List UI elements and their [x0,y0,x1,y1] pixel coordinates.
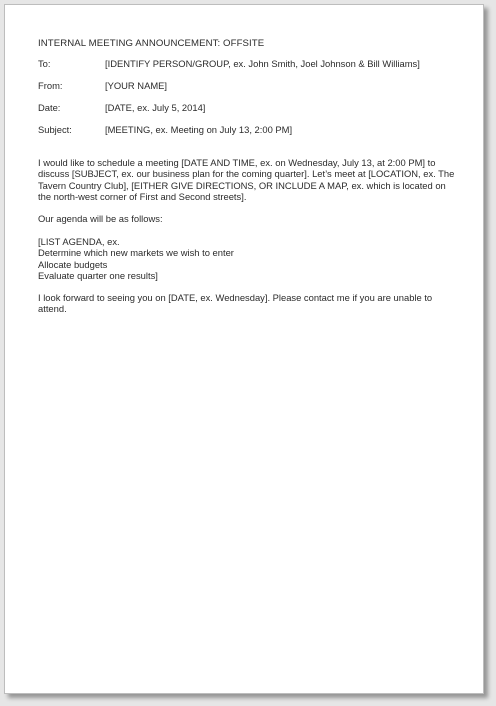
from-label: From: [38,80,63,92]
to-value: [IDENTIFY PERSON/GROUP, ex. John Smith, Joel Johnson & Bill Williams] [105,58,420,70]
date-label: Date: [38,102,61,114]
agenda-line: Evaluate quarter one results] [38,269,158,281]
document-page [4,4,484,694]
subject-label: Subject: [38,124,72,136]
subject-value: [MEETING, ex. Meeting on July 13, 2:00 PM] [105,124,293,136]
date-row [38,102,458,124]
to-row [38,58,458,80]
agenda-list [38,236,458,281]
memo-content [38,38,458,314]
subject-row [38,124,458,146]
agenda-line: [LIST AGENDA, ex. [38,236,120,248]
agenda-line: Determine which new markets we wish to enter [38,247,234,259]
to-label: To: [38,58,51,70]
from-row [38,80,458,102]
memo-title: INTERNAL MEETING ANNOUNCEMENT: OFFSITE [38,38,265,49]
date-value: [DATE, ex. July 5, 2014] [105,102,206,114]
from-value: [YOUR NAME] [105,80,167,92]
agenda-intro: Our agenda will be as follows: [38,213,163,225]
closing-paragraph: I look forward to seeing you on [DATE, ex. Wednesday]. Please contact me if you are unable to attend. [38,291,433,315]
body-paragraph: I would like to schedule a meeting [DATE AND TIME, ex. on Wednesday, July 13, at 2:00 PM] to discuss [SUBJECT, ex. our business plan for the coming quarter]. Let’s meet at [LOCATION, ex. The Tavern Country Club], [EITHER GIVE DIRECTIONS, OR INCLUDE A MAP, ex. which is located on the north-west corner of First and Second streets]. [38,157,455,202]
agenda-line: Allocate budgets [38,258,108,270]
